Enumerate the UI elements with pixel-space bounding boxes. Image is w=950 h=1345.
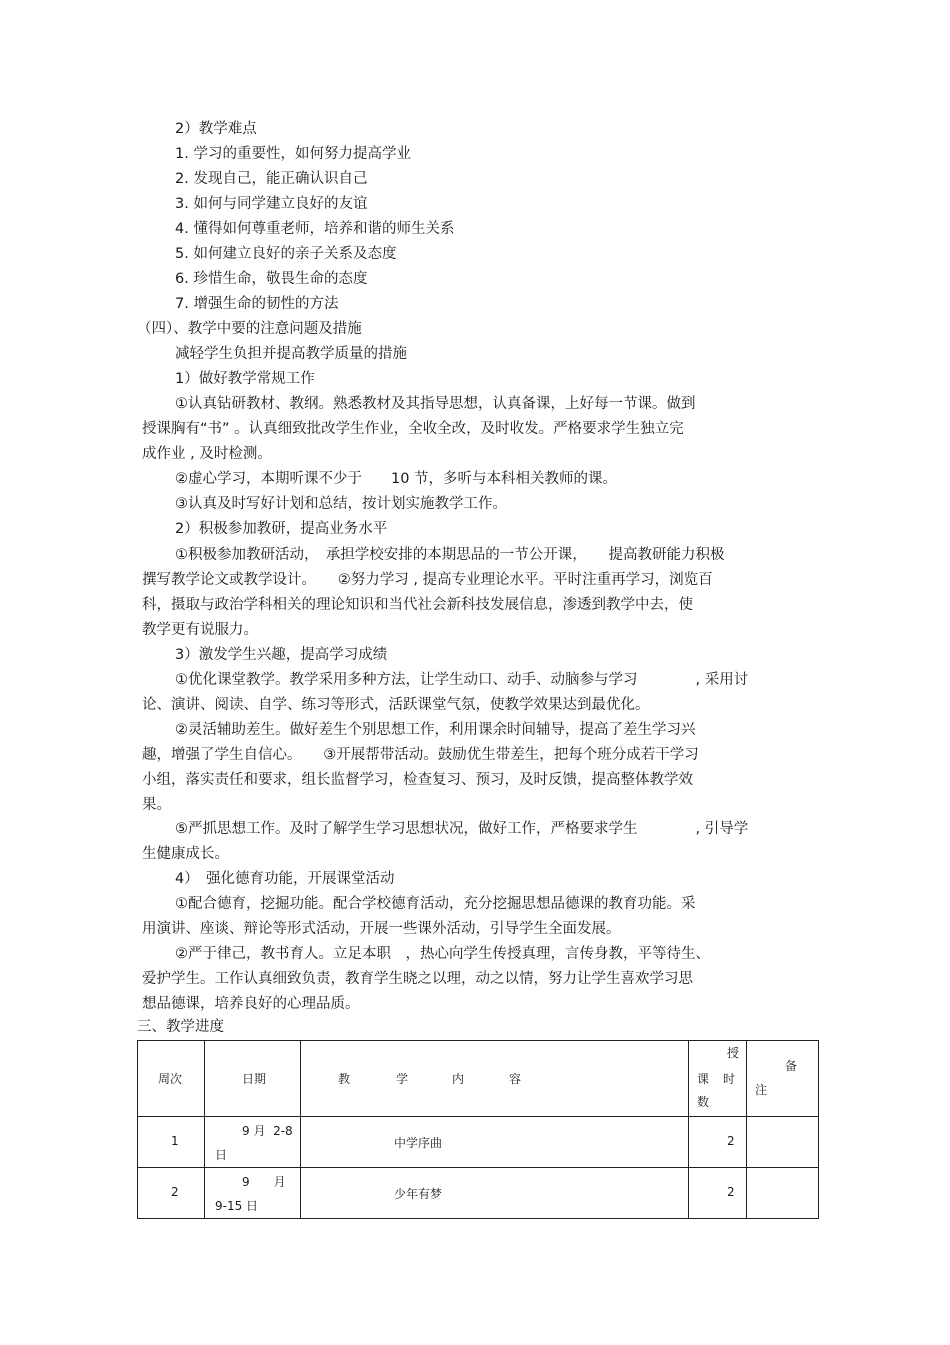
header-content: 教 学 内 容 (301, 1041, 689, 1117)
text-line: ①配合德育，挖掘功能。配合学校德育活动，充分挖掘思想品德课的教育功能。采 (175, 896, 696, 912)
text-line: ①优化课堂教学。教学采用多种方法，让学生动口、动手、动脑参与学习 , 采用讨 (175, 672, 749, 688)
text-line: ①认真钻研教材、教纲。熟悉教材及其指导思想，认真备课，上好每一节课。做到 (175, 396, 696, 412)
text-line: 4. 懂得如何尊重老师，培养和谐的师生关系 (175, 221, 455, 237)
cell-hours: 2 (689, 1117, 747, 1168)
cell-date: 9 月 9-15 日 (205, 1168, 301, 1219)
text-line: 想品德课，培养良好的心理品质。 (142, 996, 360, 1012)
text-line: ①积极参加教研活动， 承担学校安排的本期思品的一节公开课， 提高教研能力积极 (175, 547, 725, 563)
text-line: ⑤严抓思想工作。及时了解学生学习思想状况，做好工作，严格要求学生 , 引导学 (175, 821, 749, 837)
cell-hours: 2 (689, 1168, 747, 1219)
header-date: 日期 (205, 1041, 301, 1117)
text-line: 4） 强化德育功能，开展课堂活动 (175, 871, 395, 887)
text-line: 小组，落实责任和要求，组长监督学习，检查复习、预习，及时反馈，提高整体教学效 (142, 772, 693, 788)
text-line: 撰写教学论文或教学设计。 ②努力学习 , 提高专业理论水平。平时注重再学习，浏览百 (142, 572, 713, 588)
text-line: 3. 如何与同学建立良好的友谊 (175, 196, 368, 212)
text-line: 科，摄取与政治学科相关的理论知识和当代社会新科技发展信息，渗透到教学中去，使 (142, 597, 693, 613)
cell-content: 中学序曲 (301, 1117, 689, 1168)
text-line: 2. 发现自己，能正确认识自己 (175, 171, 368, 187)
table-header-row (138, 1041, 819, 1117)
text-line: ③认真及时写好计划和总结，按计划实施教学工作。 (175, 496, 507, 512)
cell-remark (747, 1168, 819, 1219)
text-line: 2）教学难点 (175, 121, 257, 137)
cell-week: 1 (138, 1117, 205, 1168)
text-line: 2）积极参加教研，提高业务水平 (175, 521, 388, 537)
text-line: 减轻学生负担并提高教学质量的措施 (175, 346, 407, 362)
text-line: 7. 增强生命的韧性的方法 (175, 296, 339, 312)
header-week: 周次 (138, 1041, 205, 1117)
text-line: 授课胸有“书” 。认真细致批改学生作业，全收全改，及时收发。严格要求学生独立完 (142, 421, 684, 437)
text-line: 果。 (142, 797, 171, 813)
section-heading: （四）、教学中要的注意问题及措施 (137, 321, 362, 337)
text-line: 爱护学生。工作认真细致负责，教育学生晓之以理，动之以情，努力让学生喜欢学习思 (142, 971, 693, 987)
text-line: ②灵活辅助差生。做好差生个别思想工作，利用课余时间辅导，提高了差生学习兴 (175, 722, 696, 738)
text-line: ②虚心学习，本期听课不少于 10 节，多听与本科相关教师的课。 (175, 471, 618, 487)
text-line: 1）做好教学常规工作 (175, 371, 315, 387)
text-line: 生健康成长。 (142, 846, 229, 862)
header-hours: 授 课 时 数 (689, 1041, 747, 1117)
text-line: ②严于律己，教书育人。立足本职 ，热心向学生传授真理，言传身教，平等待生、 (175, 946, 710, 962)
schedule-table (137, 1040, 819, 1219)
text-line: 1. 学习的重要性，如何努力提高学业 (175, 146, 411, 162)
cell-week: 2 (138, 1168, 205, 1219)
header-remark: 备 注 (747, 1041, 819, 1117)
text-line: 教学更有说服力。 (142, 622, 258, 638)
text-line: 论、演讲、阅读、自学、练习等形式，活跃课堂气氛，使教学效果达到最优化。 (142, 697, 650, 713)
text-line: 趣，增强了学生自信心。 ③开展帮带活动。鼓励优生带差生，把每个班分成若干学习 (142, 747, 699, 763)
text-line: 用演讲、座谈、辩论等形式活动，开展一些课外活动，引导学生全面发展。 (142, 921, 621, 937)
cell-content: 少年有梦 (301, 1168, 689, 1219)
text-line: 3）激发学生兴趣，提高学习成绩 (175, 647, 388, 663)
table-row (138, 1117, 819, 1168)
text-line: 成作业 , 及时检测。 (142, 446, 272, 462)
table-row (138, 1168, 819, 1219)
text-line: 6. 珍惜生命，敬畏生命的态度 (175, 271, 368, 287)
cell-date: 9 月 2-8 日 (205, 1117, 301, 1168)
cell-remark (747, 1117, 819, 1168)
section-heading: 三、教学进度 (137, 1019, 224, 1035)
text-line: 5. 如何建立良好的亲子关系及态度 (175, 246, 397, 262)
